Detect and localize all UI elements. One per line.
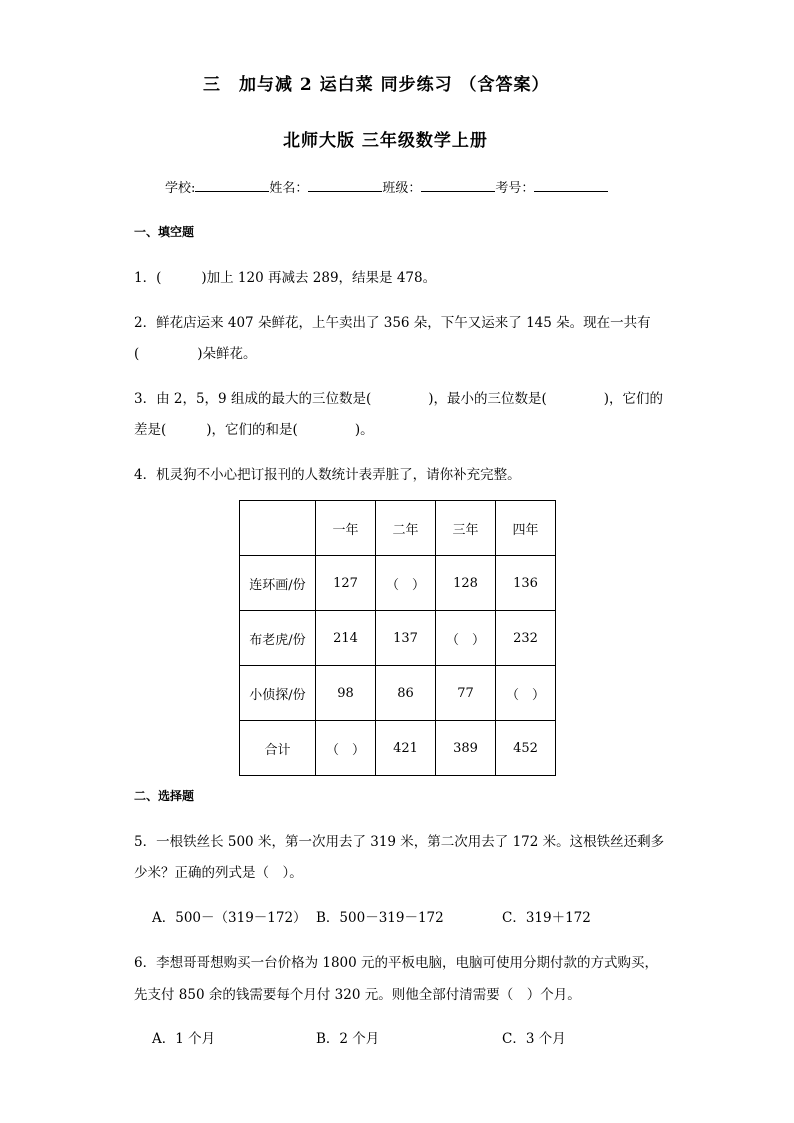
table-cell: 小侦探/份 — [240, 666, 316, 721]
subscription-table — [239, 500, 556, 776]
exam-no-label: 考号： — [495, 181, 535, 196]
table-cell: 合计 — [240, 721, 316, 776]
table-cell: 389 — [436, 721, 496, 776]
class-blank[interactable] — [421, 179, 495, 192]
question-3-line-1 — [134, 387, 663, 407]
section-fill-in: 一、填空题 — [134, 225, 195, 239]
q6-option-a[interactable]: A．1 个月 — [152, 1031, 216, 1047]
question-4: 4．机灵狗不小心把订报刊的人数统计表弄脏了，请你补充完整。 — [134, 467, 521, 483]
table-header-row — [240, 501, 556, 556]
table-cell: 128 — [436, 556, 496, 611]
page-title: 三 加与减 2 运白菜 同步练习 （含答案） — [203, 75, 550, 95]
q3-text-f: )。 — [354, 422, 374, 438]
table-cell: 77 — [436, 666, 496, 721]
table-cell: 布老虎/份 — [240, 611, 316, 666]
exam-no-blank[interactable] — [534, 179, 608, 192]
question-6-line-1: 6．李想哥哥想购买一台价格为 1800 元的平板电脑，电脑可使用分期付款的方式购买， — [134, 955, 659, 971]
table-cell: 四年 — [496, 501, 556, 556]
table-cell: 三年 — [436, 501, 496, 556]
q6-option-b[interactable]: B．2 个月 — [316, 1031, 380, 1047]
table-row — [240, 611, 556, 666]
question-1 — [134, 266, 436, 286]
question-5-line-2: 少米？正确的列式是（ ）。 — [134, 865, 303, 881]
table-cell: 421 — [376, 721, 436, 776]
table-cell-blank[interactable]: （ ） — [496, 666, 556, 721]
q5-option-a[interactable]: A．500－（319－172） — [152, 910, 307, 926]
table-cell: 214 — [316, 611, 376, 666]
table-cell: 连环画/份 — [240, 556, 316, 611]
question-2-line-2 — [134, 342, 257, 362]
question-3-line-2 — [134, 418, 374, 438]
table-cell-blank[interactable]: （ ） — [436, 611, 496, 666]
q1-text-a: 1．( — [134, 270, 162, 286]
q1-text-b: )加上 120 再减去 289，结果是 478。 — [201, 270, 437, 286]
q3-text-b: )，最小的三位数是( — [428, 391, 547, 407]
table-cell: 136 — [496, 556, 556, 611]
table-cell: 86 — [376, 666, 436, 721]
table-row — [240, 556, 556, 611]
table-cell-blank[interactable]: （ ） — [376, 556, 436, 611]
question-5-line-1: 5．一根铁丝长 500 米，第一次用去了 319 米，第二次用去了 172 米。这根铁丝还剩多 — [134, 834, 665, 850]
table-row — [240, 666, 556, 721]
student-info-line — [165, 177, 608, 196]
q5-option-c[interactable]: C．319＋172 — [502, 910, 591, 926]
q3-text-c: )，它们的 — [603, 391, 664, 407]
school-label: 学校: — [165, 181, 196, 196]
q2-text-a: ( — [134, 346, 140, 362]
table-cell: 232 — [496, 611, 556, 666]
table-cell: 127 — [316, 556, 376, 611]
class-label: 班级： — [382, 181, 422, 196]
q6-option-c[interactable]: C．3 个月 — [502, 1031, 566, 1047]
table-cell: 452 — [496, 721, 556, 776]
name-label: 姓名： — [269, 181, 309, 196]
table-cell-blank[interactable]: （ ） — [316, 721, 376, 776]
q5-option-b[interactable]: B．500－319－172 — [316, 910, 444, 926]
table-cell: 一年 — [316, 501, 376, 556]
section-multiple-choice: 二、选择题 — [134, 789, 195, 803]
q3-text-a: 3．由 2，5，9 组成的最大的三位数是( — [134, 391, 372, 407]
table-row — [240, 721, 556, 776]
question-6-line-2: 先支付 850 余的钱需要每个月付 320 元。则他全部付清需要（ ）个月。 — [134, 987, 581, 1003]
school-blank[interactable] — [195, 179, 269, 192]
table-cell — [240, 501, 316, 556]
q3-text-d: 差是( — [134, 422, 167, 438]
name-blank[interactable] — [308, 179, 382, 192]
table-cell: 137 — [376, 611, 436, 666]
q2-text-b: )朵鲜花。 — [197, 346, 257, 362]
table-cell: 二年 — [376, 501, 436, 556]
question-2-line-1: 2．鲜花店运来 407 朵鲜花，上午卖出了 356 朵，下午又运来了 145 朵。现在一共有 — [134, 315, 651, 331]
q3-text-e: )，它们的和是( — [206, 422, 298, 438]
table-cell: 98 — [316, 666, 376, 721]
page-subtitle: 北师大版 三年级数学上册 — [283, 131, 488, 151]
